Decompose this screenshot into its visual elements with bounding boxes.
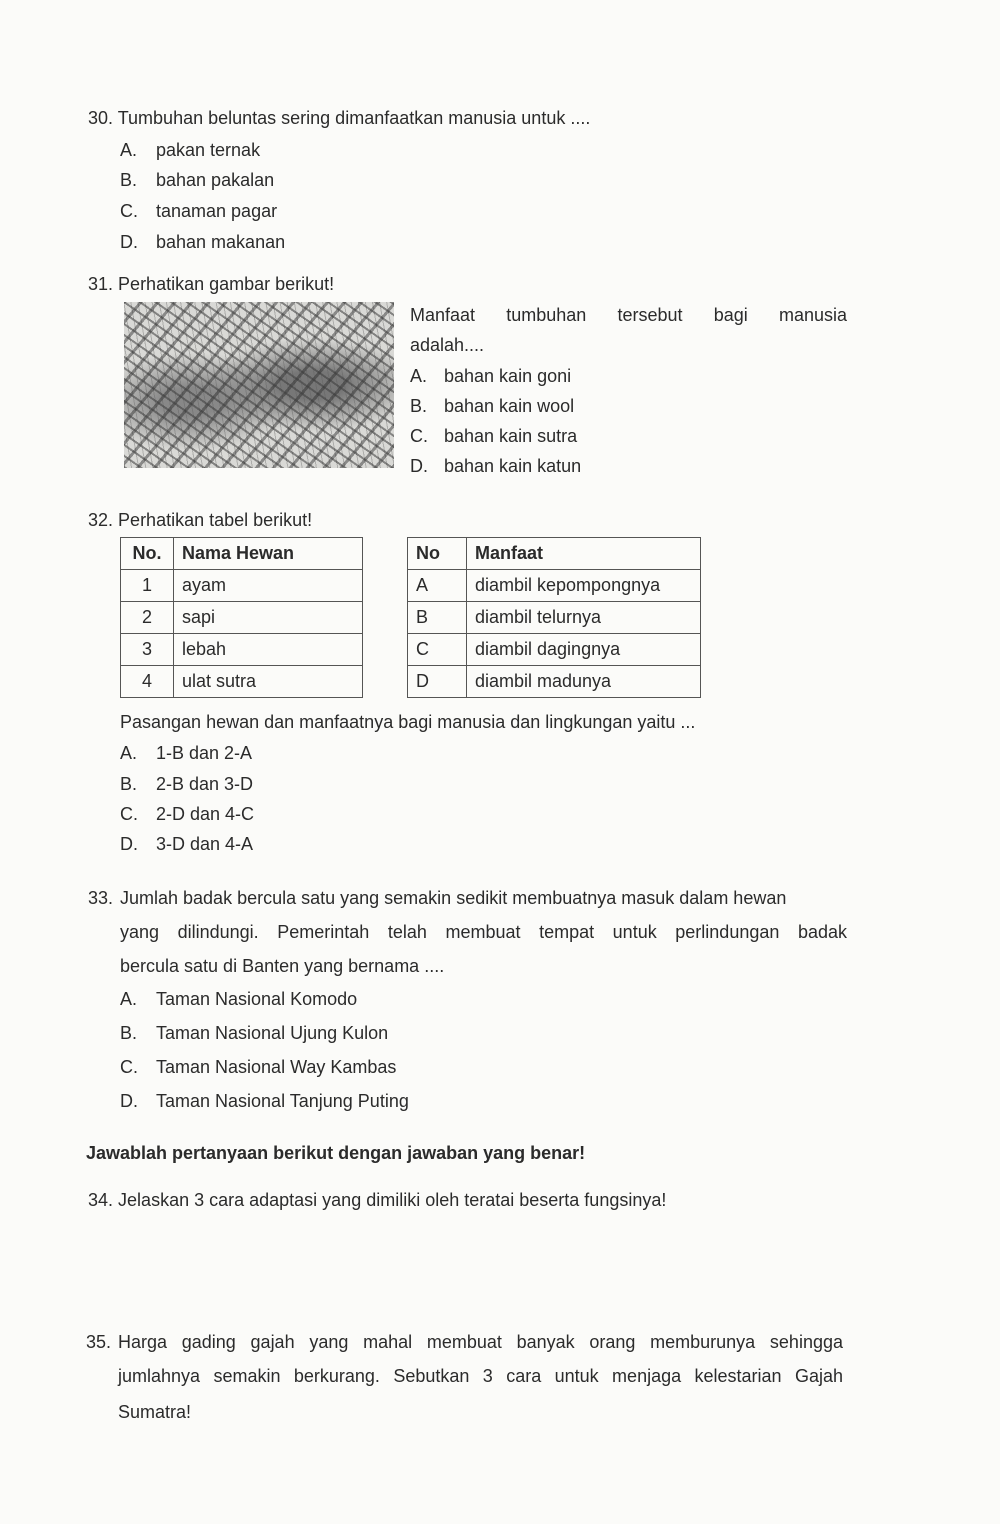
q34-stem — [88, 1190, 666, 1211]
q31-stem-line2: adalah.... — [410, 335, 485, 355]
table-header: Manfaat — [467, 538, 701, 570]
section-heading: Jawablah pertanyaan berikut dengan jawaban yang benar! — [86, 1143, 586, 1163]
q32-stem — [88, 510, 312, 531]
option-letter: A. — [120, 140, 138, 160]
option-letter: C. — [410, 426, 428, 446]
option-letter: D. — [410, 456, 428, 476]
table-cell: sapi — [174, 602, 363, 634]
q31-stem — [88, 274, 334, 295]
q33-option-d[interactable] — [120, 1091, 409, 1112]
q35-line1: Harga gading gajah yang mahal membuat banyak orang memburunya sehingga — [118, 1332, 843, 1352]
table-cell: 3 — [121, 634, 174, 666]
table-cell: diambil telurnya — [467, 602, 701, 634]
q31-text: Perhatikan gambar berikut! — [118, 274, 335, 294]
table-cell: diambil madunya — [467, 666, 701, 698]
option-letter: A. — [410, 366, 428, 386]
benefit-table — [407, 537, 701, 698]
option-letter: D. — [120, 232, 138, 252]
option-text: pakan ternak — [156, 140, 261, 160]
table-row — [121, 666, 363, 698]
table-row — [121, 634, 363, 666]
animal-table — [120, 537, 363, 698]
q30-option-b[interactable] — [120, 170, 274, 191]
q32-number: 32. — [88, 510, 114, 530]
option-text: bahan kain wool — [444, 396, 575, 416]
option-text: Taman Nasional Komodo — [156, 989, 358, 1009]
option-letter: B. — [120, 1023, 138, 1043]
q34-text: Jelaskan 3 cara adaptasi yang dimiliki oleh teratai beserta fungsinya! — [118, 1190, 667, 1210]
table-row — [408, 602, 701, 634]
option-letter: B. — [120, 774, 138, 794]
q35-number: 35. — [86, 1332, 112, 1352]
q30-option-c[interactable] — [120, 201, 277, 222]
q33-option-a[interactable] — [120, 989, 357, 1010]
q30-option-d[interactable] — [120, 232, 285, 253]
table-cell: ayam — [174, 570, 363, 602]
option-text: 2-D dan 4-C — [156, 804, 255, 824]
table-row — [408, 634, 701, 666]
q32-option-b[interactable] — [120, 774, 253, 795]
q31-option-b[interactable] — [410, 396, 574, 417]
table-header-row — [408, 538, 701, 570]
q33-line1: Jumlah badak bercula satu yang semakin sedikit membuatnya masuk dalam hewan — [120, 888, 787, 908]
option-letter: B. — [410, 396, 428, 416]
table-header-row — [121, 538, 363, 570]
q35-line2: jumlahnya semakin berkurang. Sebutkan 3 cara untuk menjaga kelestarian Gajah — [118, 1366, 843, 1386]
q33-line3: bercula satu di Banten yang bernama .... — [120, 956, 445, 976]
option-letter: D. — [120, 834, 138, 854]
table-cell: C — [408, 634, 467, 666]
table-cell: D — [408, 666, 467, 698]
q32-prompt: Pasangan hewan dan manfaatnya bagi manusia dan lingkungan yaitu ... — [120, 712, 696, 732]
option-letter: D. — [120, 1091, 138, 1111]
option-text: 1-B dan 2-A — [156, 743, 253, 763]
table-cell: 2 — [121, 602, 174, 634]
q31-option-a[interactable] — [410, 366, 571, 387]
q32-option-c[interactable] — [120, 804, 254, 825]
q30-stem — [88, 108, 590, 129]
table-row — [121, 570, 363, 602]
option-text: 3-D dan 4-A — [156, 834, 254, 854]
q32-option-d[interactable] — [120, 834, 253, 855]
table-cell: diambil dagingnya — [467, 634, 701, 666]
q33-line2: yang dilindungi. Pemerintah telah membuat tempat untuk perlindungan badak — [120, 922, 847, 942]
q32-option-a[interactable] — [120, 743, 252, 764]
q30-number: 30. — [88, 108, 114, 128]
plant-photo — [124, 302, 394, 468]
option-letter: B. — [120, 170, 138, 190]
option-text: 2-B dan 3-D — [156, 774, 254, 794]
table-cell: ulat sutra — [174, 666, 363, 698]
q30-text: Tumbuhan beluntas sering dimanfaatkan manusia untuk .... — [117, 108, 591, 128]
table-cell: lebah — [174, 634, 363, 666]
table-cell: B — [408, 602, 467, 634]
option-text: Taman Nasional Way Kambas — [156, 1057, 397, 1077]
table-row — [408, 666, 701, 698]
option-letter: C. — [120, 804, 138, 824]
q32-text: Perhatikan tabel berikut! — [118, 510, 313, 530]
option-letter: C. — [120, 201, 138, 221]
q33-option-c[interactable] — [120, 1057, 396, 1078]
q35-line3: Sumatra! — [118, 1402, 192, 1422]
option-text: tanaman pagar — [156, 201, 278, 221]
table-row — [121, 602, 363, 634]
option-text: bahan makanan — [156, 232, 286, 252]
option-text: bahan kain sutra — [444, 426, 578, 446]
q33-option-b[interactable] — [120, 1023, 388, 1044]
option-text: bahan pakalan — [156, 170, 275, 190]
q31-number: 31. — [88, 274, 114, 294]
q31-stem-line1: Manfaat tumbuhan tersebut bagi manusia — [410, 305, 847, 325]
table-row — [408, 570, 701, 602]
q31-option-d[interactable] — [410, 456, 581, 477]
table-header: No — [408, 538, 467, 570]
option-letter: C. — [120, 1057, 138, 1077]
option-text: Taman Nasional Ujung Kulon — [156, 1023, 389, 1043]
option-letter: A. — [120, 989, 138, 1009]
option-text: Taman Nasional Tanjung Puting — [156, 1091, 409, 1111]
table-cell: A — [408, 570, 467, 602]
table-cell: 4 — [121, 666, 174, 698]
table-cell: diambil kepompongnya — [467, 570, 701, 602]
q34-number: 34. — [88, 1190, 114, 1210]
option-text: bahan kain goni — [444, 366, 572, 386]
q31-option-c[interactable] — [410, 426, 577, 447]
option-text: bahan kain katun — [444, 456, 582, 476]
table-header: No. — [121, 538, 174, 570]
q30-option-a[interactable] — [120, 140, 260, 161]
table-header: Nama Hewan — [174, 538, 363, 570]
table-cell: 1 — [121, 570, 174, 602]
q33-number: 33. — [88, 888, 114, 908]
option-letter: A. — [120, 743, 138, 763]
